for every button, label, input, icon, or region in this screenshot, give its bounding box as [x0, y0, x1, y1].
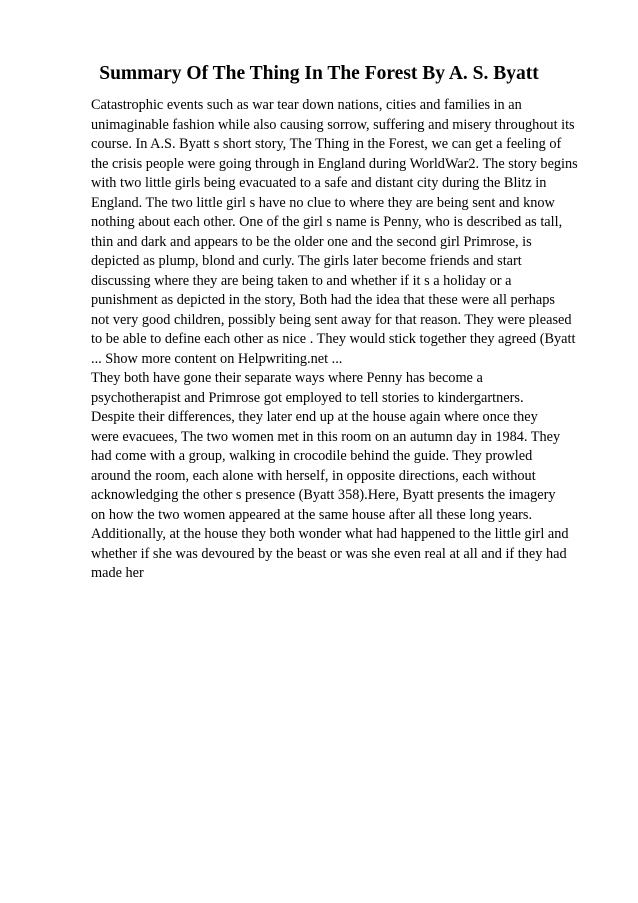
body-line: nothing about each other. One of the girl s name is Penny, who is described as tall,	[91, 214, 563, 230]
body-line: had come with a group, walking in crocodile behind the guide. They prowled	[91, 448, 533, 464]
body-line: whether if she was devoured by the beast or was she even real at all and if they had	[91, 545, 567, 562]
body-line: on how the two women appeared at the same house after all these long years.	[91, 506, 533, 523]
body-line: unimaginable fashion while also causing sorrow, suffering and misery throughout its	[91, 116, 575, 133]
body-line: thin and dark and appears to be the older one and the second girl Primrose, is	[91, 233, 532, 250]
body-line: the crisis people were going through in England during WorldWar2. The story begins	[91, 155, 578, 172]
body-line: acknowledging the other s presence (Byatt 358).Here, Byatt presents the imagery	[91, 487, 556, 503]
body-line: Despite their differences, they later end up at the house again where once they	[91, 409, 538, 425]
body-line: to be able to define each other as nice . They would stick together they agreed (Byatt	[91, 331, 576, 347]
body-line: with two little girls being evacuated to a safe and distant city during the Blitz in	[91, 175, 547, 191]
body-line: Catastrophic events such as war tear down nations, cities and families in an	[91, 97, 522, 113]
body-line: made her	[91, 565, 144, 581]
body-line: England. The two little girl s have no clue to where they are being sent and know	[91, 194, 555, 211]
body-line: Additionally, at the house they both wonder what had happened to the little girl and	[91, 526, 569, 542]
body-line: were evacuees, The two women met in this room on an autumn day in 1984. They	[91, 428, 561, 445]
body-line: psychotherapist and Primrose got employed to tell stories to kindergartners.	[91, 389, 524, 406]
body-line: depicted as plump, blond and curly. The girls later become friends and start	[91, 253, 522, 269]
show-more-line: ... Show more content on Helpwriting.net ...	[91, 350, 343, 367]
body-line: around the room, each alone with herself, in opposite directions, each without	[91, 467, 536, 484]
document-title: Summary Of The Thing In The Forest By A. S. Byatt	[99, 63, 539, 84]
document-body	[91, 96, 611, 584]
body-line: not very good children, possibly being sent away for that reason. They were pleased	[91, 311, 572, 328]
body-line: punishment as depicted in the story, Both had the idea that these were all perhaps	[91, 292, 555, 308]
body-line: discussing where they are being taken to and whether if it s a holiday or a	[91, 272, 512, 289]
body-line: course. In A.S. Byatt s short story, The Thing in the Forest, we can get a feeling of	[91, 136, 562, 152]
body-line: They both have gone their separate ways where Penny has become a	[91, 370, 483, 386]
